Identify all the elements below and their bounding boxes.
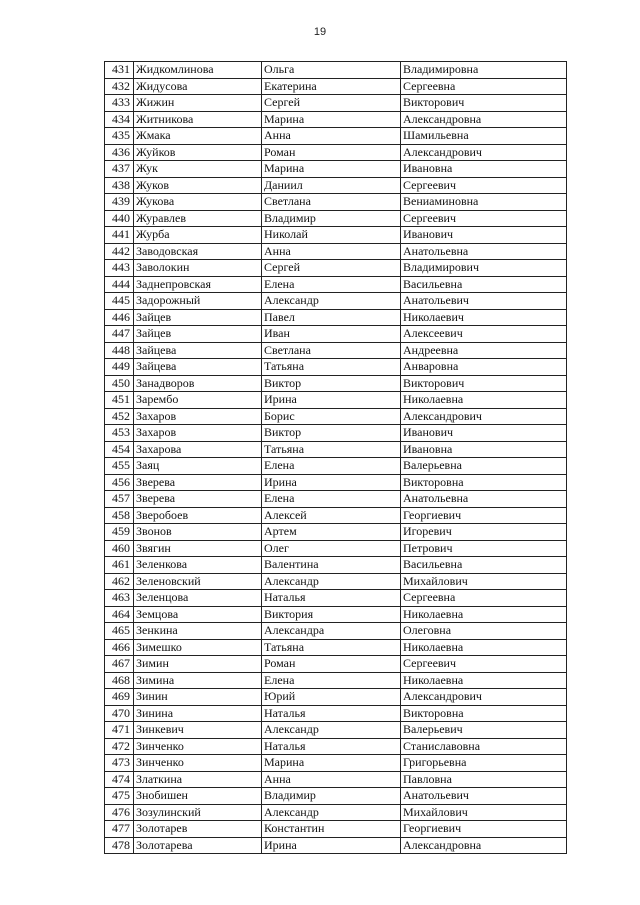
first-name-cell: Виктория bbox=[262, 606, 401, 623]
row-number-cell: 457 bbox=[105, 491, 134, 508]
first-name-cell: Светлана bbox=[262, 342, 401, 359]
patronymic-cell: Сергеевич bbox=[401, 656, 567, 673]
first-name-cell: Марина bbox=[262, 755, 401, 772]
last-name-cell: Жук bbox=[134, 161, 262, 178]
patronymic-cell: Анатольевна bbox=[401, 491, 567, 508]
table-row bbox=[105, 689, 567, 706]
last-name-cell: Зозулинский bbox=[134, 804, 262, 821]
last-name-cell: Зинченко bbox=[134, 738, 262, 755]
first-name-cell: Валентина bbox=[262, 557, 401, 574]
row-number-cell: 453 bbox=[105, 425, 134, 442]
row-number-cell: 436 bbox=[105, 144, 134, 161]
patronymic-cell: Викторович bbox=[401, 95, 567, 112]
row-number-cell: 432 bbox=[105, 78, 134, 95]
table-row bbox=[105, 656, 567, 673]
patronymic-cell: Николаевич bbox=[401, 309, 567, 326]
table-row bbox=[105, 639, 567, 656]
table-row bbox=[105, 524, 567, 541]
last-name-cell: Жидкомлинова bbox=[134, 62, 262, 79]
last-name-cell: Зеленкова bbox=[134, 557, 262, 574]
last-name-cell: Зимина bbox=[134, 672, 262, 689]
table-row bbox=[105, 590, 567, 607]
row-number-cell: 477 bbox=[105, 821, 134, 838]
table-row bbox=[105, 260, 567, 277]
first-name-cell: Светлана bbox=[262, 194, 401, 211]
row-number-cell: 472 bbox=[105, 738, 134, 755]
last-name-cell: Заволокин bbox=[134, 260, 262, 277]
patronymic-cell: Андреевна bbox=[401, 342, 567, 359]
table-row bbox=[105, 276, 567, 293]
last-name-cell: Зеленовский bbox=[134, 573, 262, 590]
row-number-cell: 441 bbox=[105, 227, 134, 244]
row-number-cell: 464 bbox=[105, 606, 134, 623]
table-row bbox=[105, 359, 567, 376]
patronymic-cell: Михайлович bbox=[401, 573, 567, 590]
last-name-cell: Занадворов bbox=[134, 375, 262, 392]
first-name-cell: Марина bbox=[262, 111, 401, 128]
table-row bbox=[105, 606, 567, 623]
last-name-cell: Знобишен bbox=[134, 788, 262, 805]
first-name-cell: Владимир bbox=[262, 210, 401, 227]
row-number-cell: 455 bbox=[105, 458, 134, 475]
first-name-cell: Елена bbox=[262, 672, 401, 689]
patronymic-cell: Александрович bbox=[401, 144, 567, 161]
table-row bbox=[105, 161, 567, 178]
last-name-cell: Зинченко bbox=[134, 755, 262, 772]
row-number-cell: 475 bbox=[105, 788, 134, 805]
table-row bbox=[105, 458, 567, 475]
first-name-cell: Анна bbox=[262, 243, 401, 260]
table-row bbox=[105, 326, 567, 343]
first-name-cell: Роман bbox=[262, 144, 401, 161]
first-name-cell: Константин bbox=[262, 821, 401, 838]
last-name-cell: Зайцева bbox=[134, 359, 262, 376]
table-row bbox=[105, 78, 567, 95]
last-name-cell: Зимин bbox=[134, 656, 262, 673]
table-row bbox=[105, 540, 567, 557]
row-number-cell: 445 bbox=[105, 293, 134, 310]
table-row bbox=[105, 557, 567, 574]
patronymic-cell: Сергеевич bbox=[401, 177, 567, 194]
table-row bbox=[105, 375, 567, 392]
patronymic-cell: Сергеевна bbox=[401, 590, 567, 607]
patronymic-cell: Владимирович bbox=[401, 260, 567, 277]
patronymic-cell: Ивановна bbox=[401, 161, 567, 178]
patronymic-cell: Анатольевич bbox=[401, 788, 567, 805]
patronymic-cell: Валерьевич bbox=[401, 722, 567, 739]
row-number-cell: 438 bbox=[105, 177, 134, 194]
patronymic-cell: Георгиевич bbox=[401, 507, 567, 524]
patronymic-cell: Николаевна bbox=[401, 639, 567, 656]
first-name-cell: Александр bbox=[262, 293, 401, 310]
first-name-cell: Ирина bbox=[262, 837, 401, 854]
row-number-cell: 461 bbox=[105, 557, 134, 574]
table-row bbox=[105, 293, 567, 310]
table-row bbox=[105, 309, 567, 326]
patronymic-cell: Александрович bbox=[401, 408, 567, 425]
patronymic-cell: Сергеевич bbox=[401, 210, 567, 227]
row-number-cell: 476 bbox=[105, 804, 134, 821]
last-name-cell: Заводовская bbox=[134, 243, 262, 260]
first-name-cell: Артем bbox=[262, 524, 401, 541]
last-name-cell: Жидусова bbox=[134, 78, 262, 95]
first-name-cell: Татьяна bbox=[262, 639, 401, 656]
last-name-cell: Журавлев bbox=[134, 210, 262, 227]
table-row bbox=[105, 491, 567, 508]
first-name-cell: Анна bbox=[262, 128, 401, 145]
table-row bbox=[105, 705, 567, 722]
last-name-cell: Захаров bbox=[134, 408, 262, 425]
first-name-cell: Ирина bbox=[262, 474, 401, 491]
last-name-cell: Жмака bbox=[134, 128, 262, 145]
patronymic-cell: Анатольевна bbox=[401, 243, 567, 260]
first-name-cell: Николай bbox=[262, 227, 401, 244]
row-number-cell: 454 bbox=[105, 441, 134, 458]
patronymic-cell: Александрович bbox=[401, 689, 567, 706]
row-number-cell: 458 bbox=[105, 507, 134, 524]
row-number-cell: 467 bbox=[105, 656, 134, 673]
table-row bbox=[105, 128, 567, 145]
first-name-cell: Наталья bbox=[262, 738, 401, 755]
row-number-cell: 433 bbox=[105, 95, 134, 112]
row-number-cell: 460 bbox=[105, 540, 134, 557]
first-name-cell: Виктор bbox=[262, 375, 401, 392]
row-number-cell: 456 bbox=[105, 474, 134, 491]
first-name-cell: Елена bbox=[262, 276, 401, 293]
row-number-cell: 435 bbox=[105, 128, 134, 145]
last-name-cell: Зайцев bbox=[134, 309, 262, 326]
last-name-cell: Захаров bbox=[134, 425, 262, 442]
row-number-cell: 452 bbox=[105, 408, 134, 425]
last-name-cell: Захарова bbox=[134, 441, 262, 458]
last-name-cell: Житникова bbox=[134, 111, 262, 128]
name-list-table bbox=[104, 61, 567, 854]
first-name-cell: Александр bbox=[262, 804, 401, 821]
patronymic-cell: Александровна bbox=[401, 111, 567, 128]
row-number-cell: 459 bbox=[105, 524, 134, 541]
last-name-cell: Золотарева bbox=[134, 837, 262, 854]
table-row bbox=[105, 821, 567, 838]
first-name-cell: Даниил bbox=[262, 177, 401, 194]
patronymic-cell: Викторовна bbox=[401, 474, 567, 491]
first-name-cell: Александр bbox=[262, 722, 401, 739]
patronymic-cell: Валерьевна bbox=[401, 458, 567, 475]
row-number-cell: 465 bbox=[105, 623, 134, 640]
row-number-cell: 470 bbox=[105, 705, 134, 722]
first-name-cell: Александра bbox=[262, 623, 401, 640]
table-row bbox=[105, 144, 567, 161]
row-number-cell: 449 bbox=[105, 359, 134, 376]
row-number-cell: 474 bbox=[105, 771, 134, 788]
last-name-cell: Земцова bbox=[134, 606, 262, 623]
last-name-cell: Зинкевич bbox=[134, 722, 262, 739]
table-row bbox=[105, 474, 567, 491]
table-row bbox=[105, 573, 567, 590]
row-number-cell: 448 bbox=[105, 342, 134, 359]
first-name-cell: Борис bbox=[262, 408, 401, 425]
last-name-cell: Зинина bbox=[134, 705, 262, 722]
patronymic-cell: Николаевна bbox=[401, 672, 567, 689]
patronymic-cell: Алексеевич bbox=[401, 326, 567, 343]
patronymic-cell: Иванович bbox=[401, 425, 567, 442]
first-name-cell: Юрий bbox=[262, 689, 401, 706]
patronymic-cell: Викторовна bbox=[401, 705, 567, 722]
row-number-cell: 431 bbox=[105, 62, 134, 79]
first-name-cell: Павел bbox=[262, 309, 401, 326]
row-number-cell: 462 bbox=[105, 573, 134, 590]
last-name-cell: Звягин bbox=[134, 540, 262, 557]
row-number-cell: 447 bbox=[105, 326, 134, 343]
table-row bbox=[105, 194, 567, 211]
table-row bbox=[105, 788, 567, 805]
row-number-cell: 442 bbox=[105, 243, 134, 260]
last-name-cell: Зеленцова bbox=[134, 590, 262, 607]
patronymic-cell: Николаевна bbox=[401, 606, 567, 623]
row-number-cell: 471 bbox=[105, 722, 134, 739]
table-row bbox=[105, 210, 567, 227]
patronymic-cell: Петрович bbox=[401, 540, 567, 557]
table-row bbox=[105, 623, 567, 640]
patronymic-cell: Сергеевна bbox=[401, 78, 567, 95]
last-name-cell: Зверева bbox=[134, 491, 262, 508]
row-number-cell: 446 bbox=[105, 309, 134, 326]
table-row bbox=[105, 738, 567, 755]
patronymic-cell: Шамильевна bbox=[401, 128, 567, 145]
first-name-cell: Наталья bbox=[262, 705, 401, 722]
first-name-cell: Ольга bbox=[262, 62, 401, 79]
patronymic-cell: Анваровна bbox=[401, 359, 567, 376]
first-name-cell: Елена bbox=[262, 458, 401, 475]
last-name-cell: Жижин bbox=[134, 95, 262, 112]
page-number: 19 bbox=[313, 26, 327, 38]
last-name-cell: Зверева bbox=[134, 474, 262, 491]
last-name-cell: Журба bbox=[134, 227, 262, 244]
first-name-cell: Алексей bbox=[262, 507, 401, 524]
table-row bbox=[105, 771, 567, 788]
patronymic-cell: Игоревич bbox=[401, 524, 567, 541]
row-number-cell: 437 bbox=[105, 161, 134, 178]
last-name-cell: Златкина bbox=[134, 771, 262, 788]
table-row bbox=[105, 837, 567, 854]
first-name-cell: Екатерина bbox=[262, 78, 401, 95]
patronymic-cell: Викторович bbox=[401, 375, 567, 392]
first-name-cell: Татьяна bbox=[262, 359, 401, 376]
row-number-cell: 469 bbox=[105, 689, 134, 706]
last-name-cell: Зайцева bbox=[134, 342, 262, 359]
table-row bbox=[105, 755, 567, 772]
last-name-cell: Зарембо bbox=[134, 392, 262, 409]
last-name-cell: Зверобоев bbox=[134, 507, 262, 524]
first-name-cell: Наталья bbox=[262, 590, 401, 607]
table-row bbox=[105, 441, 567, 458]
first-name-cell: Елена bbox=[262, 491, 401, 508]
first-name-cell: Роман bbox=[262, 656, 401, 673]
row-number-cell: 451 bbox=[105, 392, 134, 409]
last-name-cell: Золотарев bbox=[134, 821, 262, 838]
row-number-cell: 434 bbox=[105, 111, 134, 128]
patronymic-cell: Александровна bbox=[401, 837, 567, 854]
last-name-cell: Жукова bbox=[134, 194, 262, 211]
table-row bbox=[105, 804, 567, 821]
patronymic-cell: Иванович bbox=[401, 227, 567, 244]
first-name-cell: Олег bbox=[262, 540, 401, 557]
row-number-cell: 443 bbox=[105, 260, 134, 277]
table-row bbox=[105, 62, 567, 79]
table-row bbox=[105, 408, 567, 425]
last-name-cell: Зинин bbox=[134, 689, 262, 706]
first-name-cell: Татьяна bbox=[262, 441, 401, 458]
table-row bbox=[105, 243, 567, 260]
last-name-cell: Зенкина bbox=[134, 623, 262, 640]
first-name-cell: Марина bbox=[262, 161, 401, 178]
row-number-cell: 468 bbox=[105, 672, 134, 689]
first-name-cell: Ирина bbox=[262, 392, 401, 409]
first-name-cell: Виктор bbox=[262, 425, 401, 442]
patronymic-cell: Николаевна bbox=[401, 392, 567, 409]
table-row bbox=[105, 95, 567, 112]
table-row bbox=[105, 111, 567, 128]
row-number-cell: 463 bbox=[105, 590, 134, 607]
name-list-body bbox=[105, 62, 567, 854]
row-number-cell: 439 bbox=[105, 194, 134, 211]
last-name-cell: Заднепровская bbox=[134, 276, 262, 293]
last-name-cell: Жуков bbox=[134, 177, 262, 194]
row-number-cell: 473 bbox=[105, 755, 134, 772]
first-name-cell: Анна bbox=[262, 771, 401, 788]
last-name-cell: Жуйков bbox=[134, 144, 262, 161]
first-name-cell: Владимир bbox=[262, 788, 401, 805]
first-name-cell: Сергей bbox=[262, 260, 401, 277]
patronymic-cell: Георгиевич bbox=[401, 821, 567, 838]
first-name-cell: Александр bbox=[262, 573, 401, 590]
last-name-cell: Заяц bbox=[134, 458, 262, 475]
last-name-cell: Зайцев bbox=[134, 326, 262, 343]
table-row bbox=[105, 227, 567, 244]
first-name-cell: Иван bbox=[262, 326, 401, 343]
patronymic-cell: Вениаминовна bbox=[401, 194, 567, 211]
last-name-cell: Звонов bbox=[134, 524, 262, 541]
patronymic-cell: Павловна bbox=[401, 771, 567, 788]
table-row bbox=[105, 672, 567, 689]
patronymic-cell: Михайлович bbox=[401, 804, 567, 821]
table-row bbox=[105, 177, 567, 194]
patronymic-cell: Ивановна bbox=[401, 441, 567, 458]
table-row bbox=[105, 722, 567, 739]
patronymic-cell: Станиславовна bbox=[401, 738, 567, 755]
row-number-cell: 440 bbox=[105, 210, 134, 227]
row-number-cell: 450 bbox=[105, 375, 134, 392]
table-row bbox=[105, 342, 567, 359]
row-number-cell: 478 bbox=[105, 837, 134, 854]
table-row bbox=[105, 507, 567, 524]
row-number-cell: 444 bbox=[105, 276, 134, 293]
table-row bbox=[105, 425, 567, 442]
patronymic-cell: Григорьевна bbox=[401, 755, 567, 772]
table-row bbox=[105, 392, 567, 409]
last-name-cell: Зимешко bbox=[134, 639, 262, 656]
patronymic-cell: Олеговна bbox=[401, 623, 567, 640]
last-name-cell: Задорожный bbox=[134, 293, 262, 310]
patronymic-cell: Владимировна bbox=[401, 62, 567, 79]
first-name-cell: Сергей bbox=[262, 95, 401, 112]
patronymic-cell: Анатольевич bbox=[401, 293, 567, 310]
row-number-cell: 466 bbox=[105, 639, 134, 656]
patronymic-cell: Васильевна bbox=[401, 557, 567, 574]
patronymic-cell: Васильевна bbox=[401, 276, 567, 293]
